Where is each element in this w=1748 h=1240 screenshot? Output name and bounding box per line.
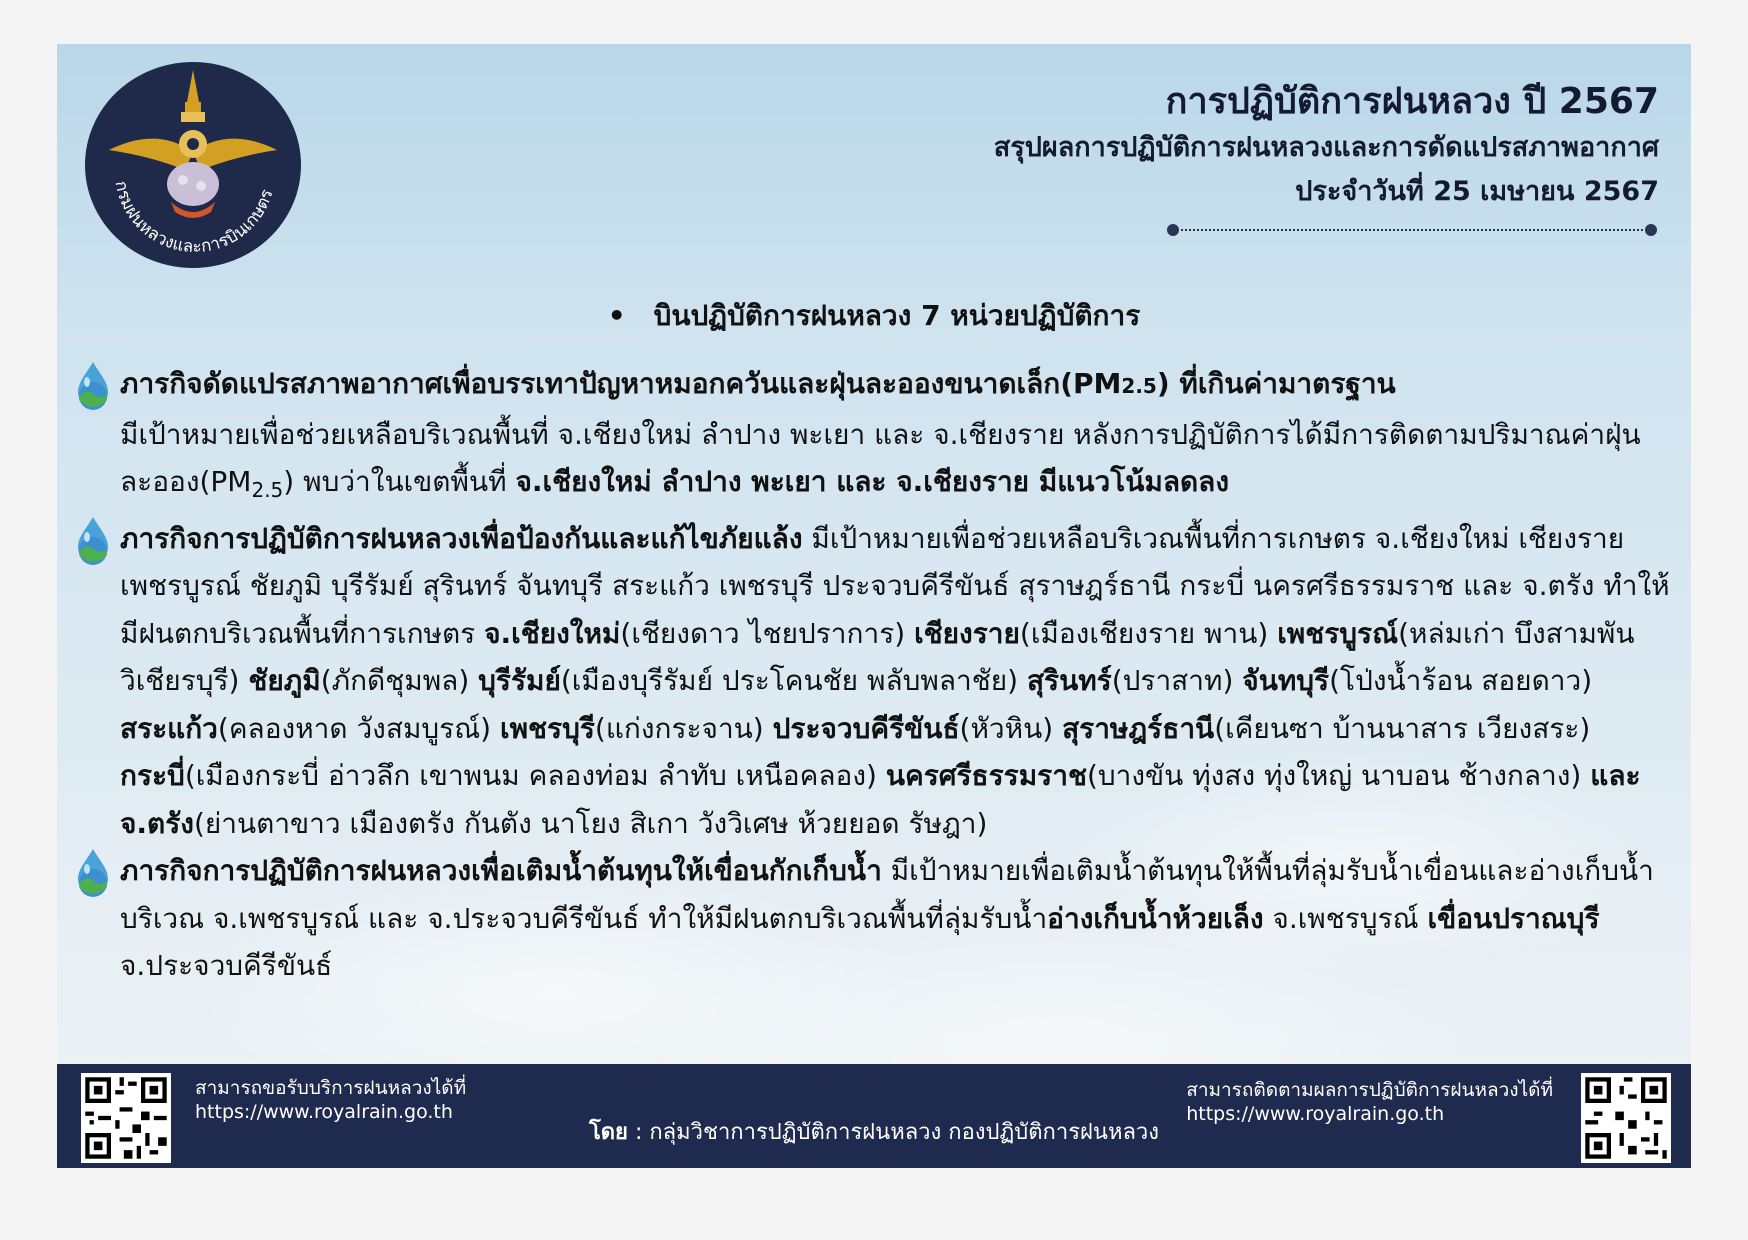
area-districts: (เมืองกระบี่ อ่าวลึก เขาพนม คลองท่อม ลำทับ เหนือคลอง) — [184, 759, 886, 792]
mission-pm25: ภารกิจดัดแปรสภาพอากาศเพื่อบรรเทาปัญหาหมอกควันและฝุ่นละอองขนาดเล็ก(PM2.5) ที่เกินค่ามาตรฐาน มีเป้าหมายเพื่อช่วยเหลือบริเวณพื้นที่ จ.เชียงใหม่ ลำปาง พะเยา และ จ.เชียงราย หลังการปฏิบัติการได้มีการติดตามปริมาณค่าฝุ่นละออง$(PM_{2.5})$ พบว่าในเขตพื้นที่ จ.เชียงใหม่ ลำปาง พะเยา และ จ.เชียงราย มีแนวโน้มลดลง — [120, 360, 1670, 515]
area-districts: (ย่านตาขาว เมืองตรัง กันตัง นาโยง สิเกา วังวิเศษ ห้วยยอด รัษฎา) — [193, 806, 988, 840]
water-drop-globe-icon — [70, 847, 116, 899]
area-districts: (บางขัน ทุ่งสง ทุ่งใหญ่ นาบอน ช้างกลาง) — [1086, 759, 1591, 792]
missions-body — [120, 360, 1670, 990]
area-province: เพชรบุรี — [500, 711, 595, 745]
area-districts: (เมืองบุรีรัมย์ ประโคนชัย พลับพลาชัย) — [560, 664, 1027, 697]
footer-right: สามารถติดตามผลการปฏิบัติการฝนหลวงได้ที่ https://www.royalrain.go.th — [1186, 1079, 1553, 1125]
agency-logo — [85, 62, 301, 268]
area-province: และ จ.ตรัง — [120, 759, 1641, 840]
water-drop-globe-icon — [70, 360, 116, 412]
area-districts: (เคียนซา บ้านนาสาร เวียงสระ) — [1214, 711, 1591, 745]
pm25-result: จ.เชียงใหม่ ลำปาง พะเยา และ จ.เชียงราย มีแนวโน้มลดลง — [515, 465, 1230, 498]
area-districts: (ภักดีชุมพล) — [320, 664, 479, 697]
water-drop-globe-icon — [70, 515, 116, 567]
area-province: เพชรบูรณ์ — [1277, 616, 1399, 650]
area-districts: (ปราสาท) — [1111, 664, 1243, 697]
page-subtitle: สรุปผลการปฏิบัติการฝนหลวงและการดัดแปรสภาพอากาศ — [993, 132, 1659, 163]
area-districts: (คลองหาด วังสมบูรณ์) — [217, 711, 501, 745]
report-date: ประจำวันที่ 25 เมษายน 2567 — [1295, 176, 1659, 207]
area-province: กระบี่ — [120, 759, 185, 792]
area-province: สุราษฎร์ธานี — [1062, 711, 1215, 745]
header — [994, 78, 1659, 214]
footer-left-url[interactable]: https://www.royalrain.go.th — [195, 1101, 453, 1123]
bullet-dot-icon: • — [607, 299, 626, 332]
qr-code-icon — [1581, 1073, 1671, 1163]
footer-right-url[interactable]: https://www.royalrain.go.th — [1186, 1103, 1445, 1125]
area-province: บุรีรัมย์ — [478, 664, 561, 697]
area-districts: (หัวหิน) — [959, 711, 1063, 745]
infographic-card — [57, 44, 1691, 1168]
royal-garuda-emblem-icon — [85, 62, 301, 268]
area-province: สระแก้ว — [120, 711, 218, 745]
area-province: สุรินทร์ — [1026, 664, 1112, 697]
area-province: ชัยภูมิ — [248, 664, 321, 697]
area-districts: (แก่งกระจาน) — [594, 711, 773, 745]
header-divider — [1167, 223, 1657, 237]
svg-text:กรมฝนหลวงและการบินเกษตร: กรมฝนหลวงและการบินเกษตร — [110, 179, 278, 258]
area-province: เชียงราย — [914, 616, 1020, 650]
footer-credit: โดย : กลุ่มวิชาการปฏิบัติการฝนหลวง กองปฏิบัติการฝนหลวง — [588, 1120, 1160, 1145]
page-title: การปฏิบัติการฝนหลวง ปี 2567 — [1165, 81, 1659, 122]
mission-reservoir: ภารกิจการปฏิบัติการฝนหลวงเพื่อเติมน้ำต้นทุนให้เขื่อนกักเก็บน้ำ มีเป้าหมายเพื่อเติมน้ำต้นทุนให้พื้นที่ลุ่มรับน้ำเขื่อนและอ่างเก็บน้ำบริเวณ จ.เพชรบูรณ์ และ จ.ประจวบคีรีขันธ์ ทำให้มีฝนตกบริเวณพื้นที่ลุ่มรับน้ำอ่างเก็บน้ำห้วยเล็ง จ.เพชรบูรณ์ เขื่อนปราณบุรี จ.ประจวบคีรีขันธ์ — [120, 847, 1670, 990]
area-province: ประจวบคีรีขันธ์ — [772, 711, 960, 745]
footer — [57, 1064, 1691, 1168]
area-districts: (หล่มเก่า บึงสามพัน วิเชียรบุรี) — [120, 616, 1635, 697]
area-districts: (โป่งน้ำร้อน สอยดาว) — [1329, 664, 1593, 697]
mission-drought: ภารกิจการปฏิบัติการฝนหลวงเพื่อป้องกันและแก้ไขภัยแล้ง มีเป้าหมายเพื่อช่วยเหลือบริเวณพื้นที่การเกษตร จ.เชียงใหม่ เชียงราย เพชรบูรณ์ ชัยภูมิ บุรีรัมย์ สุรินทร์ จันทบุรี สระแก้ว เพชรบุรี ประจวบคีรีขันธ์ สุราษฎร์ธานี กระบี่ นครศรีธรรมราช และ จ.ตรัง ทำให้มีฝนตกบริเวณพื้นที่การเกษตร จ.เชียงใหม่(เชียงดาว ไชยปราการ) เชียงราย(เมืองเชียงราย พาน) เพชรบูรณ์(หล่มเก่า บึงสามพัน วิเชียรบุรี) ชัยภูมิ(ภักดีชุมพล) บุรีรัมย์(เมืองบุรีรัมย์ ประโคนชัย พลับพลาชัย) สุรินทร์(ปราสาท) จันทบุรี(โป่งน้ำร้อน สอยดาว) สระแก้ว(คลองหาด วังสมบูรณ์) เพชรบุรี(แก่งกระจาน) ประจวบคีรีขันธ์(หัวหิน) สุราษฎร์ธานี(เคียนซา บ้านนาสาร เวียงสระ) กระบี่(เมืองกระบี่ อ่าวลึก เขาพนม คลองท่อม ลำทับ เหนือคลอง) นครศรีธรรมราช(บางขัน ทุ่งสง ทุ่งใหญ่ นาบอน ช้างกลาง) และ จ.ตรัง(ย่านตาขาว เมืองตรัง กันตัง นาโยง สิเกา วังวิเศษ ห้วยยอด รัษฎา) — [120, 515, 1670, 848]
footer-left: สามารถขอรับบริการฝนหลวงได้ที่ https://www.royalrain.go.th — [195, 1077, 467, 1123]
area-districts: (เชียงดาว ไชยปราการ) — [620, 616, 915, 650]
area-districts: (เมืองเชียงราย พาน) — [1019, 616, 1278, 650]
area-province: จ.เชียงใหม่ — [484, 616, 621, 650]
qr-code-right[interactable] — [1581, 1073, 1671, 1163]
flight-units-bullet: • บินปฏิบัติการฝนหลวง 7 หน่วยปฏิบัติการ — [607, 299, 1141, 332]
area-province: นครศรีธรรมราช — [885, 759, 1087, 792]
area-province: จันทบุรี — [1242, 664, 1330, 697]
